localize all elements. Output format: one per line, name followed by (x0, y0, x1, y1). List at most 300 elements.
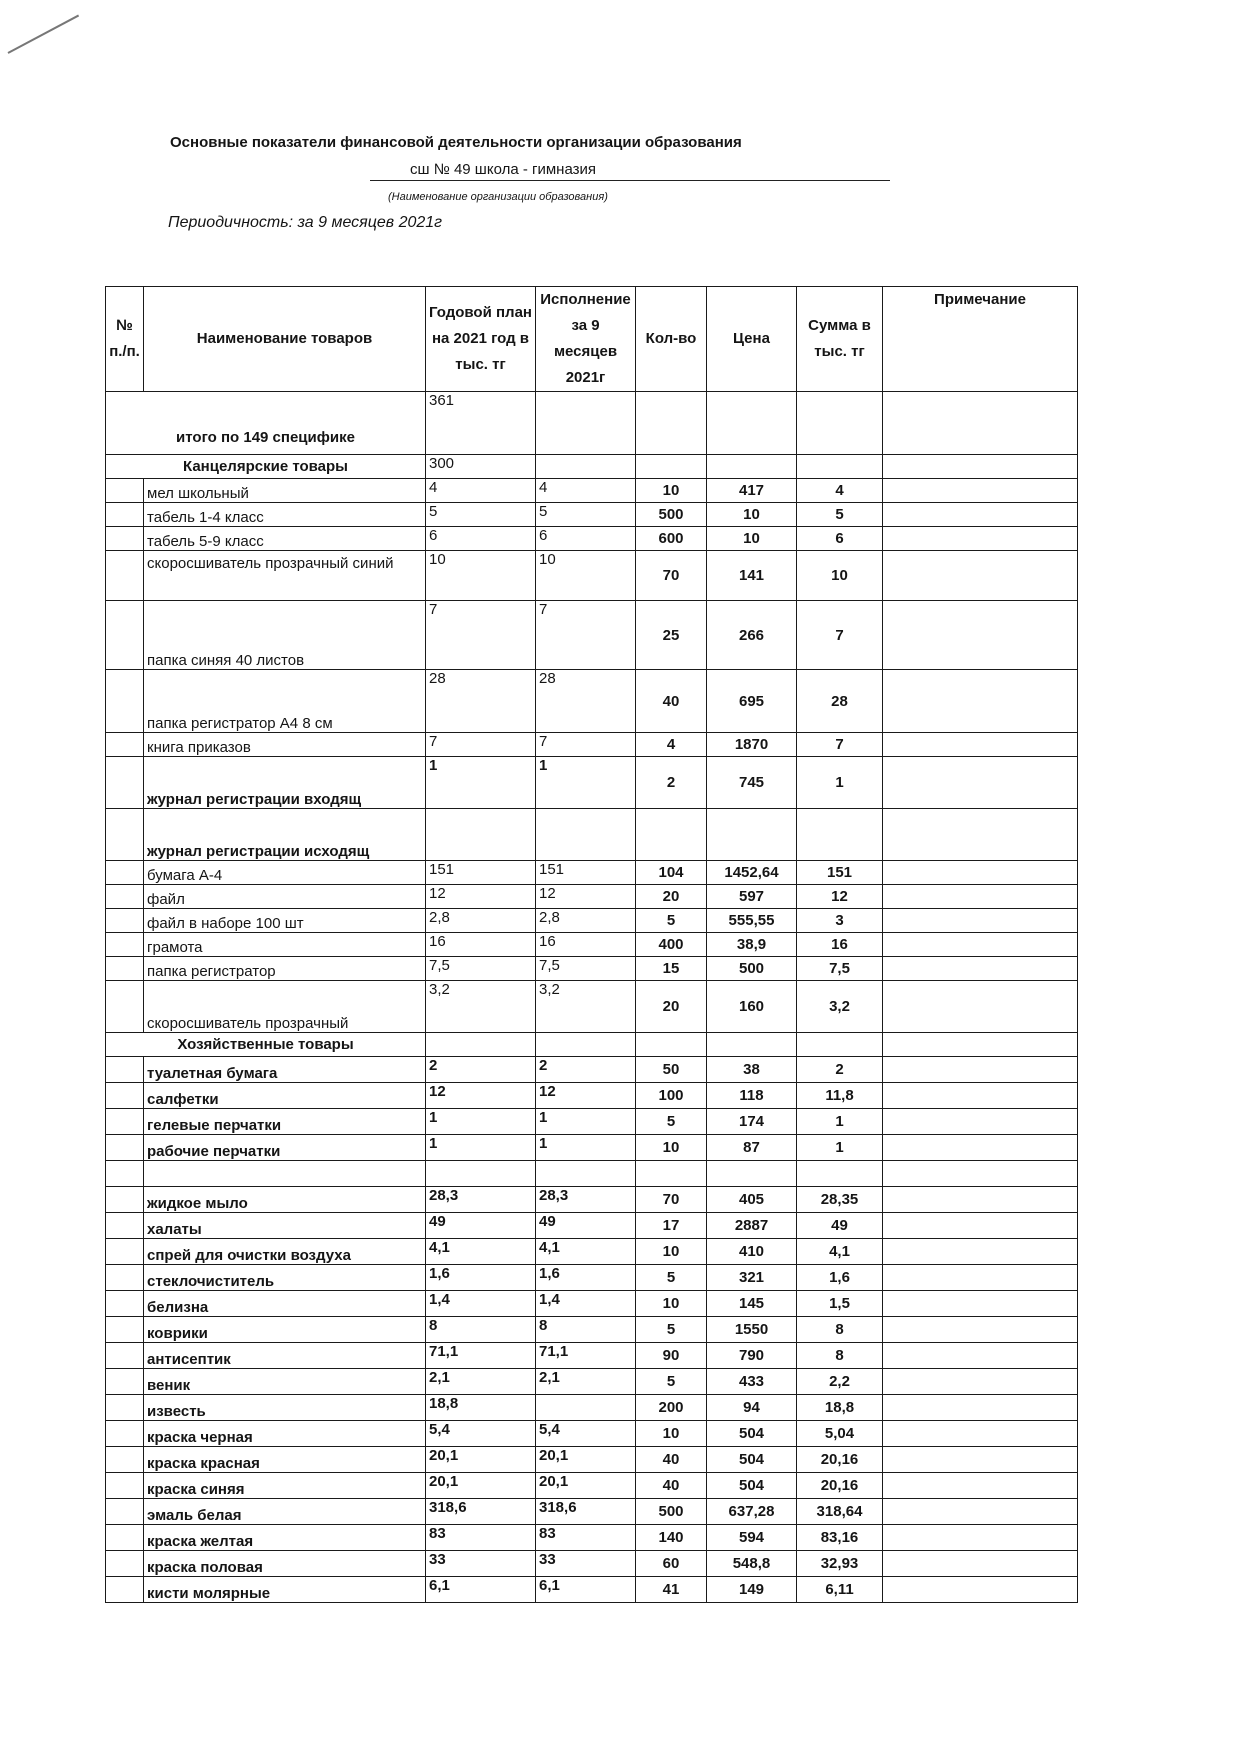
cell-plan (426, 1161, 536, 1187)
cell-qty: 40 (636, 670, 707, 733)
cell-plan: 16 (426, 933, 536, 957)
cell-qty: 5 (636, 909, 707, 933)
cell-num (106, 1551, 144, 1577)
cell-note (883, 1109, 1078, 1135)
cell-sum: 6,11 (797, 1577, 883, 1603)
cell-sum: 83,16 (797, 1525, 883, 1551)
cell-num (106, 957, 144, 981)
cell-sum: 28,35 (797, 1187, 883, 1213)
col-header-name: Наименование товаров (144, 287, 426, 392)
cell-price: 321 (707, 1265, 797, 1291)
cell-sum: 16 (797, 933, 883, 957)
cell-name: гелевые перчатки (144, 1109, 426, 1135)
cell-exec: 1,4 (536, 1291, 636, 1317)
cell-note (883, 1317, 1078, 1343)
cell-note (883, 527, 1078, 551)
cell-num (106, 861, 144, 885)
cell-num (106, 1525, 144, 1551)
cell-note (883, 1499, 1078, 1525)
cell-plan: 49 (426, 1213, 536, 1239)
cell-name: эмаль белая (144, 1499, 426, 1525)
cell-name: краска желтая (144, 1525, 426, 1551)
cell-exec: 1,6 (536, 1265, 636, 1291)
cell-note (883, 1213, 1078, 1239)
cell-qty: 500 (636, 503, 707, 527)
cell-sum: 18,8 (797, 1395, 883, 1421)
cell-sum: 3,2 (797, 981, 883, 1033)
total-label: итого по 149 специфике (106, 392, 426, 455)
cell-plan: 10 (426, 551, 536, 601)
cell-sum: 3 (797, 909, 883, 933)
cell-note (883, 1083, 1078, 1109)
table-row (106, 957, 1078, 981)
cell-note (883, 957, 1078, 981)
cell-price: 94 (707, 1395, 797, 1421)
cell-plan: 6 (426, 527, 536, 551)
cell-num (106, 909, 144, 933)
cell-exec: 12 (536, 885, 636, 909)
cell-sum: 1 (797, 757, 883, 809)
cell-price: 149 (707, 1577, 797, 1603)
cell-price: 141 (707, 551, 797, 601)
table-row (106, 1369, 1078, 1395)
cell-num (106, 1447, 144, 1473)
cell-num (106, 1369, 144, 1395)
cell-sum (797, 1161, 883, 1187)
cell-exec (536, 1395, 636, 1421)
cell-plan: 7,5 (426, 957, 536, 981)
cell-price: 500 (707, 957, 797, 981)
table-row (106, 1499, 1078, 1525)
cell-qty: 40 (636, 1447, 707, 1473)
cell-price: 594 (707, 1525, 797, 1551)
table-row (106, 1395, 1078, 1421)
cell-sum (797, 809, 883, 861)
cell-exec: 71,1 (536, 1343, 636, 1369)
cell-plan: 318,6 (426, 1499, 536, 1525)
cell-name: кисти молярные (144, 1577, 426, 1603)
cell-note (883, 1421, 1078, 1447)
cell-qty: 140 (636, 1525, 707, 1551)
cell-exec: 151 (536, 861, 636, 885)
cell-qty: 5 (636, 1317, 707, 1343)
cell-name: скоросшиватель прозрачный (144, 981, 426, 1033)
cell-sum: 2 (797, 1057, 883, 1083)
cell-sum: 6 (797, 527, 883, 551)
cell-qty: 5 (636, 1109, 707, 1135)
cell-sum: 32,93 (797, 1551, 883, 1577)
cell-qty: 600 (636, 527, 707, 551)
cell-price: 160 (707, 981, 797, 1033)
table-row (106, 1109, 1078, 1135)
cell-plan: 20,1 (426, 1473, 536, 1499)
cell-price: 504 (707, 1447, 797, 1473)
table-row (106, 1551, 1078, 1577)
cell-exec: 83 (536, 1525, 636, 1551)
table-row (106, 1291, 1078, 1317)
cell-qty: 15 (636, 957, 707, 981)
table-row (106, 733, 1078, 757)
cell-sum: 5,04 (797, 1421, 883, 1447)
cell-qty: 200 (636, 1395, 707, 1421)
cell-name: файл (144, 885, 426, 909)
cell-sum: 4,1 (797, 1239, 883, 1265)
cell-sum: 1 (797, 1135, 883, 1161)
cell-plan: 1 (426, 1135, 536, 1161)
cell-name: журнал регистрации входящ (144, 757, 426, 809)
cell-num (106, 933, 144, 957)
cell-price: 555,55 (707, 909, 797, 933)
table-row (106, 670, 1078, 733)
cell-exec: 7 (536, 601, 636, 670)
section-row-office (106, 455, 1078, 479)
cell-name: спрей для очистки воздуха (144, 1239, 426, 1265)
table-row (106, 861, 1078, 885)
cell-qty: 60 (636, 1551, 707, 1577)
table-row (106, 601, 1078, 670)
cell-price: 433 (707, 1369, 797, 1395)
table-body (106, 392, 1078, 1603)
cell-note (883, 861, 1078, 885)
cell-sum: 5 (797, 503, 883, 527)
cell-plan: 5 (426, 503, 536, 527)
table-row (106, 1447, 1078, 1473)
section-label-office: Канцелярские товары (106, 455, 426, 479)
table-row (106, 1161, 1078, 1187)
cell-note (883, 503, 1078, 527)
cell-note (883, 1135, 1078, 1161)
cell-plan: 3,2 (426, 981, 536, 1033)
cell-price: 87 (707, 1135, 797, 1161)
cell-exec: 1 (536, 1135, 636, 1161)
table-row (106, 885, 1078, 909)
cell-plan: 33 (426, 1551, 536, 1577)
scan-mark (8, 15, 80, 54)
cell-num (106, 733, 144, 757)
section-label-household: Хозяйственные товары (106, 1033, 426, 1057)
cell-note (883, 670, 1078, 733)
cell-exec (536, 1161, 636, 1187)
cell-qty: 5 (636, 1369, 707, 1395)
table-row (106, 1317, 1078, 1343)
cell-plan: 83 (426, 1525, 536, 1551)
cell-name: веник (144, 1369, 426, 1395)
col-header-exec: Исполнение за 9 месяцев 2021г (536, 287, 636, 392)
cell-sum: 1,5 (797, 1291, 883, 1317)
organization-name (370, 161, 890, 181)
cell-note (883, 1265, 1078, 1291)
cell-qty: 10 (636, 479, 707, 503)
cell-name: краска половая (144, 1551, 426, 1577)
goods-table (105, 286, 1078, 1603)
cell-exec: 20,1 (536, 1473, 636, 1499)
cell-sum: 8 (797, 1317, 883, 1343)
cell-num (106, 1057, 144, 1083)
cell-num (106, 757, 144, 809)
cell-qty: 2 (636, 757, 707, 809)
cell-exec: 4,1 (536, 1239, 636, 1265)
cell-num (106, 1239, 144, 1265)
cell-num (106, 885, 144, 909)
cell-note (883, 757, 1078, 809)
cell-num (106, 1291, 144, 1317)
cell-num (106, 981, 144, 1033)
cell-num (106, 1135, 144, 1161)
table-row (106, 809, 1078, 861)
cell-num (106, 479, 144, 503)
cell-plan: 12 (426, 1083, 536, 1109)
cell-exec: 12 (536, 1083, 636, 1109)
cell-note (883, 981, 1078, 1033)
cell-qty: 10 (636, 1421, 707, 1447)
cell-plan: 1,6 (426, 1265, 536, 1291)
cell-num (106, 1083, 144, 1109)
cell-plan: 4,1 (426, 1239, 536, 1265)
cell-price: 38 (707, 1057, 797, 1083)
cell-price: 118 (707, 1083, 797, 1109)
table-row (106, 909, 1078, 933)
cell-name: халаты (144, 1213, 426, 1239)
cell-exec: 49 (536, 1213, 636, 1239)
col-header-price: Цена (707, 287, 797, 392)
cell-exec: 7 (536, 733, 636, 757)
cell-num (106, 503, 144, 527)
total-plan: 361 (426, 392, 536, 455)
cell-plan: 1,4 (426, 1291, 536, 1317)
cell-exec: 3,2 (536, 981, 636, 1033)
cell-num (106, 1161, 144, 1187)
cell-qty: 90 (636, 1343, 707, 1369)
col-header-sum: Сумма в тыс. тг (797, 287, 883, 392)
cell-name: файл в наборе 100 шт (144, 909, 426, 933)
table-row (106, 1057, 1078, 1083)
cell-exec: 2,8 (536, 909, 636, 933)
col-header-plan: Годовой план на 2021 год в тыс. тг (426, 287, 536, 392)
cell-plan: 8 (426, 1317, 536, 1343)
cell-price: 1452,64 (707, 861, 797, 885)
cell-price: 504 (707, 1473, 797, 1499)
cell-qty: 104 (636, 861, 707, 885)
cell-name: белизна (144, 1291, 426, 1317)
cell-qty: 41 (636, 1577, 707, 1603)
organization-name-text: сш № 49 школа - гимназия (410, 161, 597, 178)
table-row (106, 981, 1078, 1033)
cell-num (106, 670, 144, 733)
cell-exec: 16 (536, 933, 636, 957)
cell-num (106, 1577, 144, 1603)
table-row (106, 1265, 1078, 1291)
cell-sum: 1,6 (797, 1265, 883, 1291)
cell-sum: 7,5 (797, 957, 883, 981)
cell-plan: 2 (426, 1057, 536, 1083)
cell-sum: 2,2 (797, 1369, 883, 1395)
table-row (106, 1577, 1078, 1603)
cell-qty: 50 (636, 1057, 707, 1083)
cell-plan: 151 (426, 861, 536, 885)
cell-sum: 11,8 (797, 1083, 883, 1109)
cell-plan: 6,1 (426, 1577, 536, 1603)
cell-sum: 1 (797, 1109, 883, 1135)
cell-exec: 10 (536, 551, 636, 601)
cell-name: папка регистратор А4 8 см (144, 670, 426, 733)
cell-note (883, 479, 1078, 503)
cell-name: краска синяя (144, 1473, 426, 1499)
cell-name: жидкое мыло (144, 1187, 426, 1213)
cell-exec: 2 (536, 1057, 636, 1083)
cell-qty: 10 (636, 1239, 707, 1265)
cell-sum: 20,16 (797, 1447, 883, 1473)
cell-num (106, 1265, 144, 1291)
cell-plan: 7 (426, 733, 536, 757)
cell-note (883, 1187, 1078, 1213)
cell-name: книга приказов (144, 733, 426, 757)
cell-exec: 318,6 (536, 1499, 636, 1525)
cell-name: табель 1-4 класс (144, 503, 426, 527)
cell-price: 417 (707, 479, 797, 503)
cell-note (883, 1577, 1078, 1603)
cell-exec: 8 (536, 1317, 636, 1343)
cell-price: 410 (707, 1239, 797, 1265)
cell-sum: 7 (797, 601, 883, 670)
cell-sum: 20,16 (797, 1473, 883, 1499)
document-title: Основные показатели финансовой деятельности организации образования (170, 134, 742, 151)
cell-qty: 400 (636, 933, 707, 957)
cell-name: мел школьный (144, 479, 426, 503)
cell-exec: 28,3 (536, 1187, 636, 1213)
cell-plan: 18,8 (426, 1395, 536, 1421)
cell-qty (636, 1161, 707, 1187)
cell-sum: 8 (797, 1343, 883, 1369)
table-row (106, 527, 1078, 551)
cell-sum: 4 (797, 479, 883, 503)
cell-price (707, 1161, 797, 1187)
cell-name: стеклочиститель (144, 1265, 426, 1291)
cell-sum: 10 (797, 551, 883, 601)
cell-price: 2887 (707, 1213, 797, 1239)
cell-plan: 1 (426, 1109, 536, 1135)
cell-qty: 4 (636, 733, 707, 757)
cell-num (106, 1317, 144, 1343)
cell-num (106, 1187, 144, 1213)
cell-note (883, 1291, 1078, 1317)
cell-note (883, 933, 1078, 957)
col-header-note: Примечание (883, 287, 1078, 392)
cell-name (144, 1161, 426, 1187)
cell-plan: 4 (426, 479, 536, 503)
cell-price: 38,9 (707, 933, 797, 957)
cell-num (106, 1109, 144, 1135)
cell-exec: 2,1 (536, 1369, 636, 1395)
cell-price: 790 (707, 1343, 797, 1369)
cell-qty (636, 809, 707, 861)
section-row-household (106, 1033, 1078, 1057)
cell-qty: 20 (636, 885, 707, 909)
cell-num (106, 809, 144, 861)
period-line: Периодичность: за 9 месяцев 2021г (168, 214, 443, 231)
cell-sum: 49 (797, 1213, 883, 1239)
cell-note (883, 1525, 1078, 1551)
cell-exec: 6,1 (536, 1577, 636, 1603)
cell-sum: 7 (797, 733, 883, 757)
cell-num (106, 1343, 144, 1369)
section-plan-office: 300 (426, 455, 536, 479)
table-row (106, 1083, 1078, 1109)
cell-exec: 33 (536, 1551, 636, 1577)
cell-num (106, 1395, 144, 1421)
cell-name: скоросшиватель прозрачный синий (144, 551, 426, 601)
cell-name: грамота (144, 933, 426, 957)
cell-plan: 20,1 (426, 1447, 536, 1473)
table-row (106, 1187, 1078, 1213)
cell-note (883, 733, 1078, 757)
cell-name: известь (144, 1395, 426, 1421)
cell-plan: 1 (426, 757, 536, 809)
cell-qty: 10 (636, 1291, 707, 1317)
cell-note (883, 1161, 1078, 1187)
cell-price: 10 (707, 527, 797, 551)
cell-price: 174 (707, 1109, 797, 1135)
cell-price: 695 (707, 670, 797, 733)
cell-num (106, 1473, 144, 1499)
cell-num (106, 601, 144, 670)
cell-exec: 4 (536, 479, 636, 503)
cell-qty: 40 (636, 1473, 707, 1499)
cell-name: краска черная (144, 1421, 426, 1447)
cell-name: журнал регистрации исходящ (144, 809, 426, 861)
cell-note (883, 909, 1078, 933)
cell-note (883, 1551, 1078, 1577)
cell-price: 1550 (707, 1317, 797, 1343)
table-row (106, 1343, 1078, 1369)
table-row (106, 1525, 1078, 1551)
cell-sum: 12 (797, 885, 883, 909)
cell-note (883, 1343, 1078, 1369)
cell-note (883, 1239, 1078, 1265)
cell-exec: 28 (536, 670, 636, 733)
cell-sum: 151 (797, 861, 883, 885)
table-row (106, 1239, 1078, 1265)
cell-name: краска красная (144, 1447, 426, 1473)
header-row (106, 287, 1078, 392)
cell-note (883, 1057, 1078, 1083)
cell-price: 504 (707, 1421, 797, 1447)
cell-qty: 5 (636, 1265, 707, 1291)
cell-name: рабочие перчатки (144, 1135, 426, 1161)
cell-price: 145 (707, 1291, 797, 1317)
cell-num (106, 527, 144, 551)
cell-price: 597 (707, 885, 797, 909)
cell-note (883, 1369, 1078, 1395)
organization-caption: (Наименование организации образования) (388, 191, 608, 203)
cell-name: папка регистратор (144, 957, 426, 981)
cell-qty: 70 (636, 551, 707, 601)
cell-note (883, 1473, 1078, 1499)
table-row (106, 551, 1078, 601)
cell-name: табель 5-9 класс (144, 527, 426, 551)
cell-exec: 1 (536, 757, 636, 809)
table-row (106, 1135, 1078, 1161)
table-row (106, 479, 1078, 503)
col-header-num: № п./п. (106, 287, 144, 392)
cell-note (883, 885, 1078, 909)
cell-price: 637,28 (707, 1499, 797, 1525)
cell-price: 10 (707, 503, 797, 527)
cell-num (106, 1213, 144, 1239)
cell-qty: 100 (636, 1083, 707, 1109)
cell-plan: 2,8 (426, 909, 536, 933)
total-row (106, 392, 1078, 455)
cell-price: 548,8 (707, 1551, 797, 1577)
